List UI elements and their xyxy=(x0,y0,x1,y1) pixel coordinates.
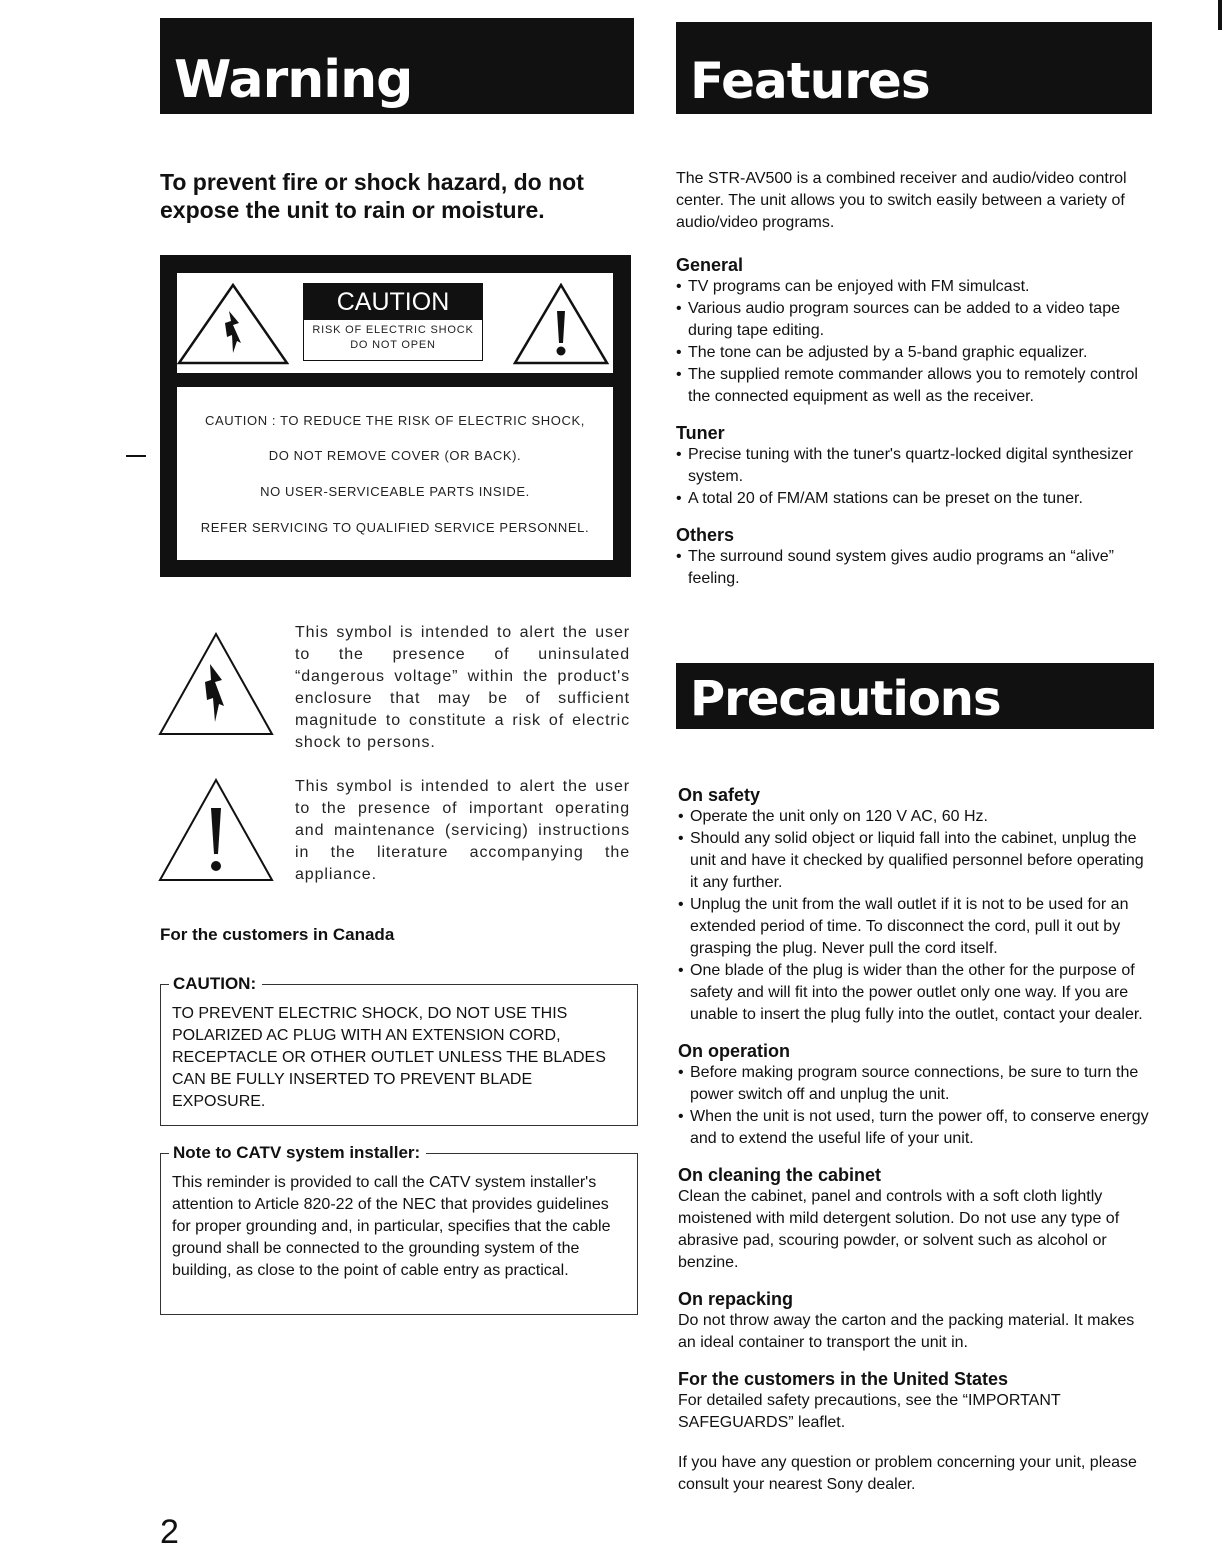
list-item: • Precise tuning with the tuner's quartz-locked digital synthesizer system. xyxy=(676,444,1154,488)
exclamation-symbol-text: This symbol is intended to alert the user to the presence of important operating and maintenance (servicing) instructions in the literature accompanying the appliance. xyxy=(295,778,630,883)
features-others xyxy=(676,524,1154,590)
catv-note-legend: Note to CATV system installer: xyxy=(169,1141,426,1165)
precautions-banner xyxy=(676,663,1154,729)
features-section xyxy=(676,168,1154,604)
canada-caution-body: TO PREVENT ELECTRIC SHOCK, DO NOT USE THIS POLARIZED AC PLUG WITH AN EXTENSION CORD, RECEPTACLE OR OTHER OUTLET UNLESS THE BLADES CAN BE FULLY INSERTED TO PREVENT BLADE EXPOSURE. xyxy=(172,1005,606,1110)
lightning-symbol-text: This symbol is intended to alert the user to the presence of uninsulated “dangerous voltage” within the product's enclosure that may be of sufficient magnitude to constitute a risk of electric shock to persons. xyxy=(295,624,630,751)
features-others-title: Others xyxy=(676,525,735,545)
canada-caution-legend: CAUTION: xyxy=(169,972,262,996)
scan-mark xyxy=(1218,0,1222,30)
list-item: • Unplug the unit from the wall outlet if it is not to be used for an extended period of time. To disconnect the cord, pull it out by grasping the plug. Never pull the cord itself. xyxy=(678,894,1156,960)
caution-label-title: CAUTION xyxy=(304,284,482,320)
caution-label-line2: DO NOT OPEN xyxy=(350,339,436,351)
caution-panel-line: REFER SERVICING TO QUALIFIED SERVICE PERSONNEL. xyxy=(200,520,590,535)
features-others-list xyxy=(676,546,1154,590)
precautions-operation xyxy=(678,1040,1156,1150)
list-item: • A total 20 of FM/AM stations can be preset on the tuner. xyxy=(676,488,1154,510)
caution-panel-line: DO NOT REMOVE COVER (OR BACK). xyxy=(268,448,522,463)
precautions-safety-list xyxy=(678,806,1156,1026)
features-tuner-title: Tuner xyxy=(676,423,725,443)
list-item: • TV programs can be enjoyed with FM simulcast. xyxy=(676,276,1154,298)
precautions-cleaning xyxy=(678,1164,1156,1274)
precautions-repacking-title: On repacking xyxy=(678,1289,794,1309)
canada-heading: For the customers in Canada xyxy=(160,925,395,944)
catv-note-box xyxy=(160,1143,638,1315)
canada-caution-box xyxy=(160,974,638,1126)
caution-label-line1: RISK OF ELECTRIC SHOCK xyxy=(312,324,474,336)
precautions-safety xyxy=(678,784,1156,1026)
features-tuner-list xyxy=(676,444,1154,510)
caution-label xyxy=(303,283,483,361)
precautions-us-customers xyxy=(678,1368,1156,1434)
catv-note-body: This reminder is provided to call the CATV system installer's attention to Article 820-22 of the NEC that provides guidelines for proper grounding and, in particular, specifies that the cable ground shall be connected to the grounding system of the building, as close to the point of cable entry as practical. xyxy=(172,1174,611,1279)
caution-panel-line: CAUTION : TO REDUCE THE RISK OF ELECTRIC SHOCK, xyxy=(205,413,585,428)
caution-panel-line: NO USER-SERVICEABLE PARTS INSIDE. xyxy=(260,484,530,499)
features-general xyxy=(676,254,1154,408)
list-item: • When the unit is not used, turn the power off, to conserve energy and to extend the useful life of your unit. xyxy=(678,1106,1156,1150)
caution-panel xyxy=(160,255,631,577)
features-banner xyxy=(676,22,1152,114)
precautions-operation-list xyxy=(678,1062,1156,1150)
list-item: • Operate the unit only on 120 V AC, 60 Hz. xyxy=(678,806,1156,828)
list-item: • Before making program source connections, be sure to turn the power switch off and unplug the unit. xyxy=(678,1062,1156,1106)
precautions-cleaning-body: Clean the cabinet, panel and controls with a soft cloth lightly moistened with mild detergent solution. Do not use any type of abrasive pad, scouring powder, or solvent such as alcohol or benzine. xyxy=(678,1188,1120,1271)
list-item: • One blade of the plug is wider than the other for the purpose of safety and will fit into the power outlet only one way. If you are unable to insert the plug fully into the outlet, contact your dealer. xyxy=(678,960,1156,1026)
warning-heading: To prevent fire or shock hazard, do not expose the unit to rain or moisture. xyxy=(160,169,584,223)
list-item: • The supplied remote commander allows you to remotely control the connected equipment as well as the receiver. xyxy=(676,364,1154,408)
precautions-section xyxy=(678,784,1156,1496)
caution-panel-bottom xyxy=(177,387,613,560)
precautions-operation-title: On operation xyxy=(678,1041,790,1061)
features-banner-title: Features xyxy=(690,52,930,110)
list-item: • The tone can be adjusted by a 5-band graphic equalizer. xyxy=(676,342,1154,364)
list-item: • The surround sound system gives audio programs an “alive” feeling. xyxy=(676,546,1154,590)
warning-banner-title: Warning xyxy=(174,50,413,110)
precautions-us-customers-title: For the customers in the United States xyxy=(678,1369,1009,1389)
precautions-cleaning-title: On cleaning the cabinet xyxy=(678,1165,882,1185)
page-number: 2 xyxy=(160,1513,179,1551)
precautions-repacking-body: Do not throw away the carton and the packing material. It makes an ideal container to transport the unit in. xyxy=(678,1312,1135,1351)
list-item: • Various audio program sources can be added to a video tape during tape editing. xyxy=(676,298,1154,342)
exclamation-warning-icon xyxy=(513,283,609,367)
features-intro: The STR-AV500 is a combined receiver and audio/video control center. The unit allows you to switch easily between a variety of audio/video programs. xyxy=(676,170,1127,231)
precautions-closing: If you have any question or problem concerning your unit, please consult your nearest Sony dealer. xyxy=(678,1454,1137,1493)
features-tuner xyxy=(676,422,1154,510)
precautions-safety-title: On safety xyxy=(678,785,761,805)
lightning-symbol-icon xyxy=(158,632,274,736)
list-item: • Should any solid object or liquid fall into the cabinet, unplug the unit and have it checked by qualified personnel before operating it any further. xyxy=(678,828,1156,894)
lightning-warning-icon xyxy=(177,283,289,367)
features-general-list xyxy=(676,276,1154,408)
features-general-title: General xyxy=(676,255,744,275)
exclamation-symbol-icon xyxy=(158,778,274,882)
caution-panel-top xyxy=(177,273,613,373)
scan-mark xyxy=(126,455,146,457)
precautions-us-customers-body: For detailed safety precautions, see the “IMPORTANT SAFEGUARDS” leaflet. xyxy=(678,1392,1061,1431)
precautions-banner-title: Precautions xyxy=(690,671,1001,727)
warning-banner xyxy=(160,18,634,114)
precautions-repacking xyxy=(678,1288,1156,1354)
